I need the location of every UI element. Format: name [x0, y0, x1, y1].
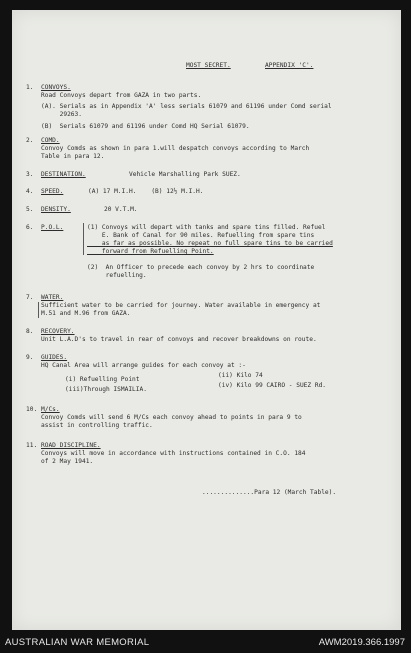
archive-id: AWM2019.366.1997	[318, 637, 405, 648]
document-page	[12, 10, 401, 630]
item-text: Table in para 12.	[41, 153, 105, 160]
item-text: M.51 and M.96 from GAZA.	[41, 310, 131, 317]
item-heading: DESTINATION.	[41, 171, 86, 178]
item-text: as far as possible. No repeat no full spare tins to be carried	[87, 240, 333, 247]
guide-item: (ii) Kilo 74	[218, 372, 263, 379]
item-heading: RECOVERY.	[41, 328, 75, 335]
guide-item: (iv) Kilo 99 CAIRO - SUEZ Rd.	[218, 382, 327, 389]
classification-heading: MOST SECRET.	[186, 62, 231, 69]
guide-item: (iii)Through ISMAILIA.	[65, 386, 147, 393]
margin-bracket	[83, 223, 84, 255]
item-text: (B) Serials 61079 and 61196 under Comd HQ Serial 61079.	[41, 123, 250, 130]
item-text: refuelling.	[87, 272, 147, 279]
item-text: Convoy Comds will send 6 M/Cs each convoy ahead to points in para 9 to	[41, 414, 302, 421]
item-heading: WATER.	[41, 294, 64, 301]
item-text: E. Bank of Canal for 90 miles. Refuelling from spare tins	[87, 232, 315, 239]
item-text: (A). Serials as in Appendix 'A' less serials 61079 and 61196 under Comd serial	[41, 103, 332, 110]
item-heading: P.O.L.	[41, 224, 64, 231]
item-number: 3.	[26, 171, 34, 178]
item-heading: M/Cs.	[41, 406, 60, 413]
item-heading: CONVOYS.	[41, 84, 71, 91]
item-number: 1.	[26, 84, 34, 91]
item-text: Convoys will move in accordance with instructions contained in C.O. 184	[41, 450, 306, 457]
item-text: (A) 17 M.I.H. (B) 12½ M.I.H.	[88, 188, 204, 195]
item-heading: GUIDES.	[41, 354, 68, 361]
item-heading: COMD.	[41, 137, 60, 144]
archive-name: AUSTRALIAN WAR MEMORIAL	[5, 637, 150, 648]
item-text: Road Convoys depart from GAZA in two parts.	[41, 92, 202, 99]
item-text: forward from Refuelling Point.	[87, 248, 214, 255]
item-heading: ROAD DISCIPLINE.	[41, 442, 101, 449]
guide-item: (i) Refuelling Point	[65, 376, 140, 383]
item-number: 4.	[26, 188, 34, 195]
item-text: HQ Canal Area will arrange guides for each convoy at :-	[41, 362, 246, 369]
margin-bracket	[38, 302, 39, 318]
item-text: assist in controlling traffic.	[41, 422, 153, 429]
archive-footer	[0, 630, 411, 653]
item-text: (2) An Officer to precede each convoy by 2 hrs to coordinate	[87, 264, 315, 271]
item-text: (1) Convoys will depart with tanks and spare tins filled. Refuel	[87, 224, 326, 231]
appendix-heading: APPENDIX 'C'.	[265, 62, 314, 69]
item-text: of 2 May 1941.	[41, 458, 94, 465]
item-number: 9.	[26, 354, 34, 361]
item-text: Convoy Comds as shown in para 1.will despatch convoys according to March	[41, 145, 310, 152]
item-text: 29263.	[41, 111, 82, 118]
item-number: 11.	[26, 442, 38, 449]
item-heading: SPEED.	[41, 188, 64, 195]
item-number: 7.	[26, 294, 34, 301]
item-text: Unit L.A.D's to travel in rear of convoys and recover breakdowns on route.	[41, 336, 317, 343]
item-number: 2.	[26, 137, 34, 144]
item-number: 8.	[26, 328, 34, 335]
item-text: Vehicle Marshalling Park SUEZ.	[129, 171, 241, 178]
para-reference: ..............Para 12 (March Table).	[202, 489, 337, 496]
item-number: 5.	[26, 206, 34, 213]
item-number: 10.	[26, 406, 38, 413]
item-text: Sufficient water to be carried for journey. Water available in emergency at	[41, 302, 321, 309]
item-number: 6.	[26, 224, 34, 231]
item-text: 20 V.T.M.	[104, 206, 138, 213]
item-heading: DENSITY.	[41, 206, 71, 213]
